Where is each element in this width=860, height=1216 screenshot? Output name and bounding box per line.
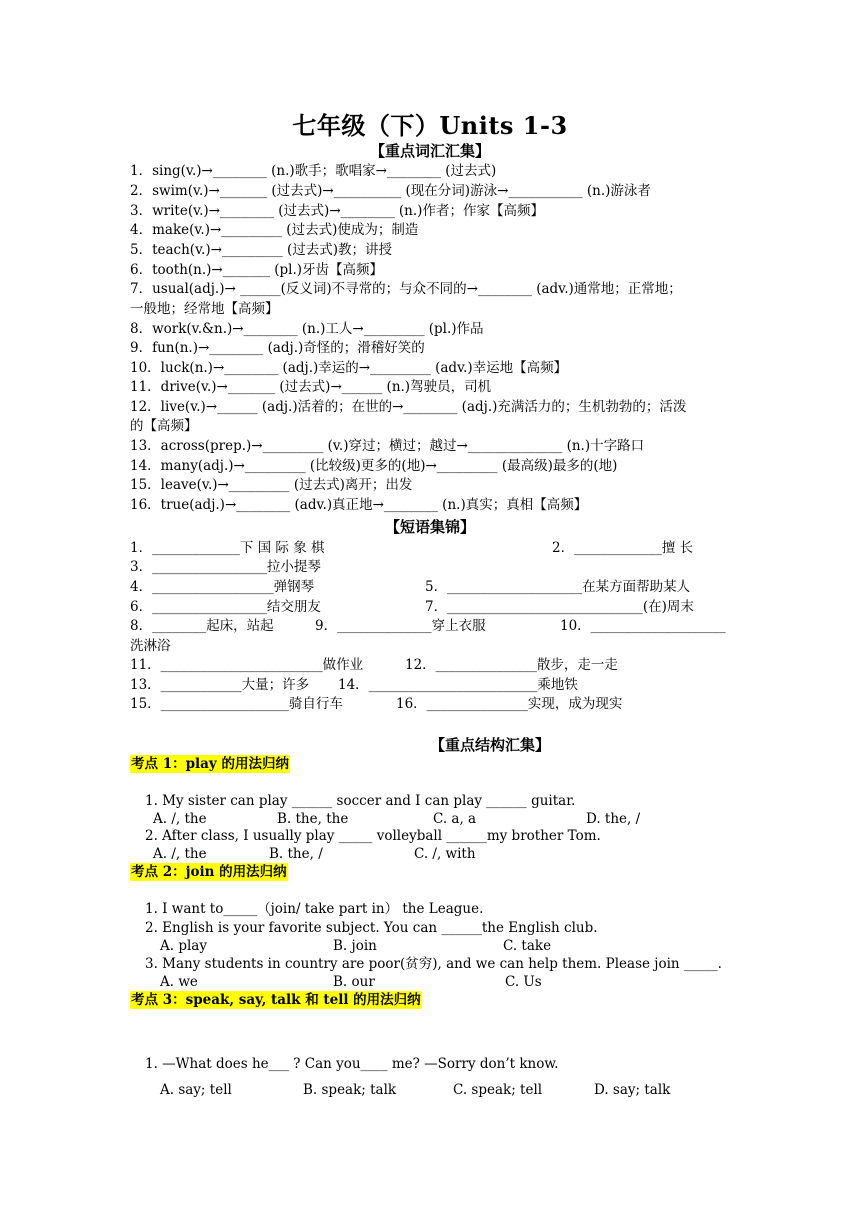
phrase-item: 10．____________________ <box>560 618 726 634</box>
option: B. speak; talk <box>303 1082 397 1098</box>
option: C. take <box>503 938 552 954</box>
vocab-line: 10．luck(n.)→________ (adj.)幸运的→_________ (adv.)幸运地【高频】 <box>130 360 568 376</box>
phrase-item: 11．________________________做作业 <box>130 657 364 673</box>
vocab-line: 14．many(adj.)→_________ (比较级)更多的(地)→_________ (最高级)最多的(地) <box>130 458 618 474</box>
phrase-item: 3．_________________拉小提琴 <box>130 559 321 575</box>
option: A. play <box>160 938 207 954</box>
section-heading-structures: 【重点结构汇集】 <box>429 736 550 754</box>
point-label: 考点 1：play 的用法归纳 <box>131 756 289 772</box>
option: C. a, a <box>433 811 477 827</box>
phrase-item: 13．____________大量；许多 <box>130 677 310 693</box>
vocab-line: 4．make(v.)→_________ (过去式)使成为；制造 <box>130 222 419 238</box>
section-heading-vocab: 【重点词汇汇集】 <box>369 142 490 160</box>
phrase-item: 9．______________穿上衣服 <box>315 618 486 634</box>
question-text: 3. Many students in country are poor(贫穷), and we can help them. Please join _____. <box>145 956 722 972</box>
option: A. /, the <box>153 811 207 827</box>
vocab-line: 13．across(prep.)→_________ (v.)穿过；横过；越过→______________ (n.)十字路口 <box>130 438 645 454</box>
option: A. say; tell <box>160 1082 232 1098</box>
option: B. our <box>333 974 375 990</box>
vocab-line: 7．usual(adj.)→ ______(反义词)不寻常的；与众不同的→________ (adv.)通常地；正常地； <box>130 281 682 297</box>
vocab-line: 11．drive(v.)→_______ (过去式)→______ (n.)驾驶员，司机 <box>130 379 492 395</box>
phrase-item: 5．____________________在某方面帮助某人 <box>425 579 691 595</box>
phrase-item: 1．_____________下 国 际 象 棋 <box>130 540 325 556</box>
question-text: 2. English is your favorite subject. You can ______the English club. <box>145 920 598 936</box>
vocab-line: 的【高频】 <box>130 418 198 434</box>
phrase-item: 7．_____________________________(在)周末 <box>425 599 694 615</box>
option: B. the, / <box>269 846 323 862</box>
page-title: 七年级（下）Units 1-3 <box>292 111 568 140</box>
option: A. /, the <box>153 846 207 862</box>
question-text: 1. —What does he___ ? Can you____ me? —Sorry don’t know. <box>145 1056 559 1072</box>
section-heading-phrases: 【短语集锦】 <box>384 518 475 536</box>
vocab-line: 6．tooth(n.)→_______ (pl.)牙齿【高频】 <box>130 262 384 278</box>
vocab-line: 3．write(v.)→________ (过去式)→________ (n.)作者；作家【高频】 <box>130 203 544 219</box>
point-label: 考点 2：join 的用法归纳 <box>131 864 287 880</box>
vocab-line: 5．teach(v.)→_________ (过去式)教；讲授 <box>130 242 393 258</box>
question-text: 1. I want to_____（join/ take part in） the League. <box>145 901 484 917</box>
phrase-item: 6．_________________结交朋友 <box>130 599 321 615</box>
option: D. say; talk <box>594 1082 671 1098</box>
option: C. /, with <box>414 846 476 862</box>
question-text: 2. After class, I usually play _____ volleyball ______my brother Tom. <box>145 828 601 844</box>
vocab-line: 16．true(adj.)→________ (adv.)真正地→________ (n.)真实；真相【高频】 <box>130 497 588 513</box>
vocab-line: 8．work(v.&n.)→________ (n.)工人→_________ (pl.)作品 <box>130 321 484 337</box>
option: A. we <box>160 974 198 990</box>
option: B. the, the <box>277 811 349 827</box>
phrase-item: 12．_______________散步，走一走 <box>405 657 618 673</box>
option: C. speak; tell <box>453 1082 543 1098</box>
phrase-item: 14．_________________________乘地铁 <box>338 677 578 693</box>
vocab-line: 1．sing(v.)→________ (n.)歌手；歌唱家→________ (过去式) <box>130 163 497 179</box>
vocab-line: 12．live(v.)→______ (adj.)活着的；在世的→________ (adj.)充满活力的；生机勃勃的；活泼 <box>130 399 687 415</box>
vocab-line: 2．swim(v.)→_______ (过去式)→__________ (现在分词)游泳→___________ (n.)游泳者 <box>130 183 651 199</box>
phrase-item: 8．________起床，站起 <box>130 618 274 634</box>
phrase-item: 16．_______________实现，成为现实 <box>396 696 623 712</box>
vocab-line: 15．leave(v.)→_________ (过去式)离开；出发 <box>130 477 413 493</box>
question-text: 1. My sister can play ______ soccer and I can play ______ guitar. <box>145 793 576 809</box>
phrase-item: 2．_____________擅 长 <box>552 540 694 556</box>
option: B. join <box>333 938 377 954</box>
option: D. the, / <box>586 811 641 827</box>
vocab-line: 一般地；经常地【高频】 <box>130 301 279 317</box>
phrase-item: 洗淋浴 <box>130 638 171 654</box>
phrase-item: 15．___________________骑自行车 <box>130 696 343 712</box>
option: C. Us <box>505 974 542 990</box>
point-label: 考点 3：speak, say, talk 和 tell 的用法归纳 <box>131 992 421 1008</box>
phrase-item: 4．__________________弹钢琴 <box>130 579 315 595</box>
vocab-line: 9．fun(n.)→________ (adj.)奇怪的；滑稽好笑的 <box>130 340 425 356</box>
